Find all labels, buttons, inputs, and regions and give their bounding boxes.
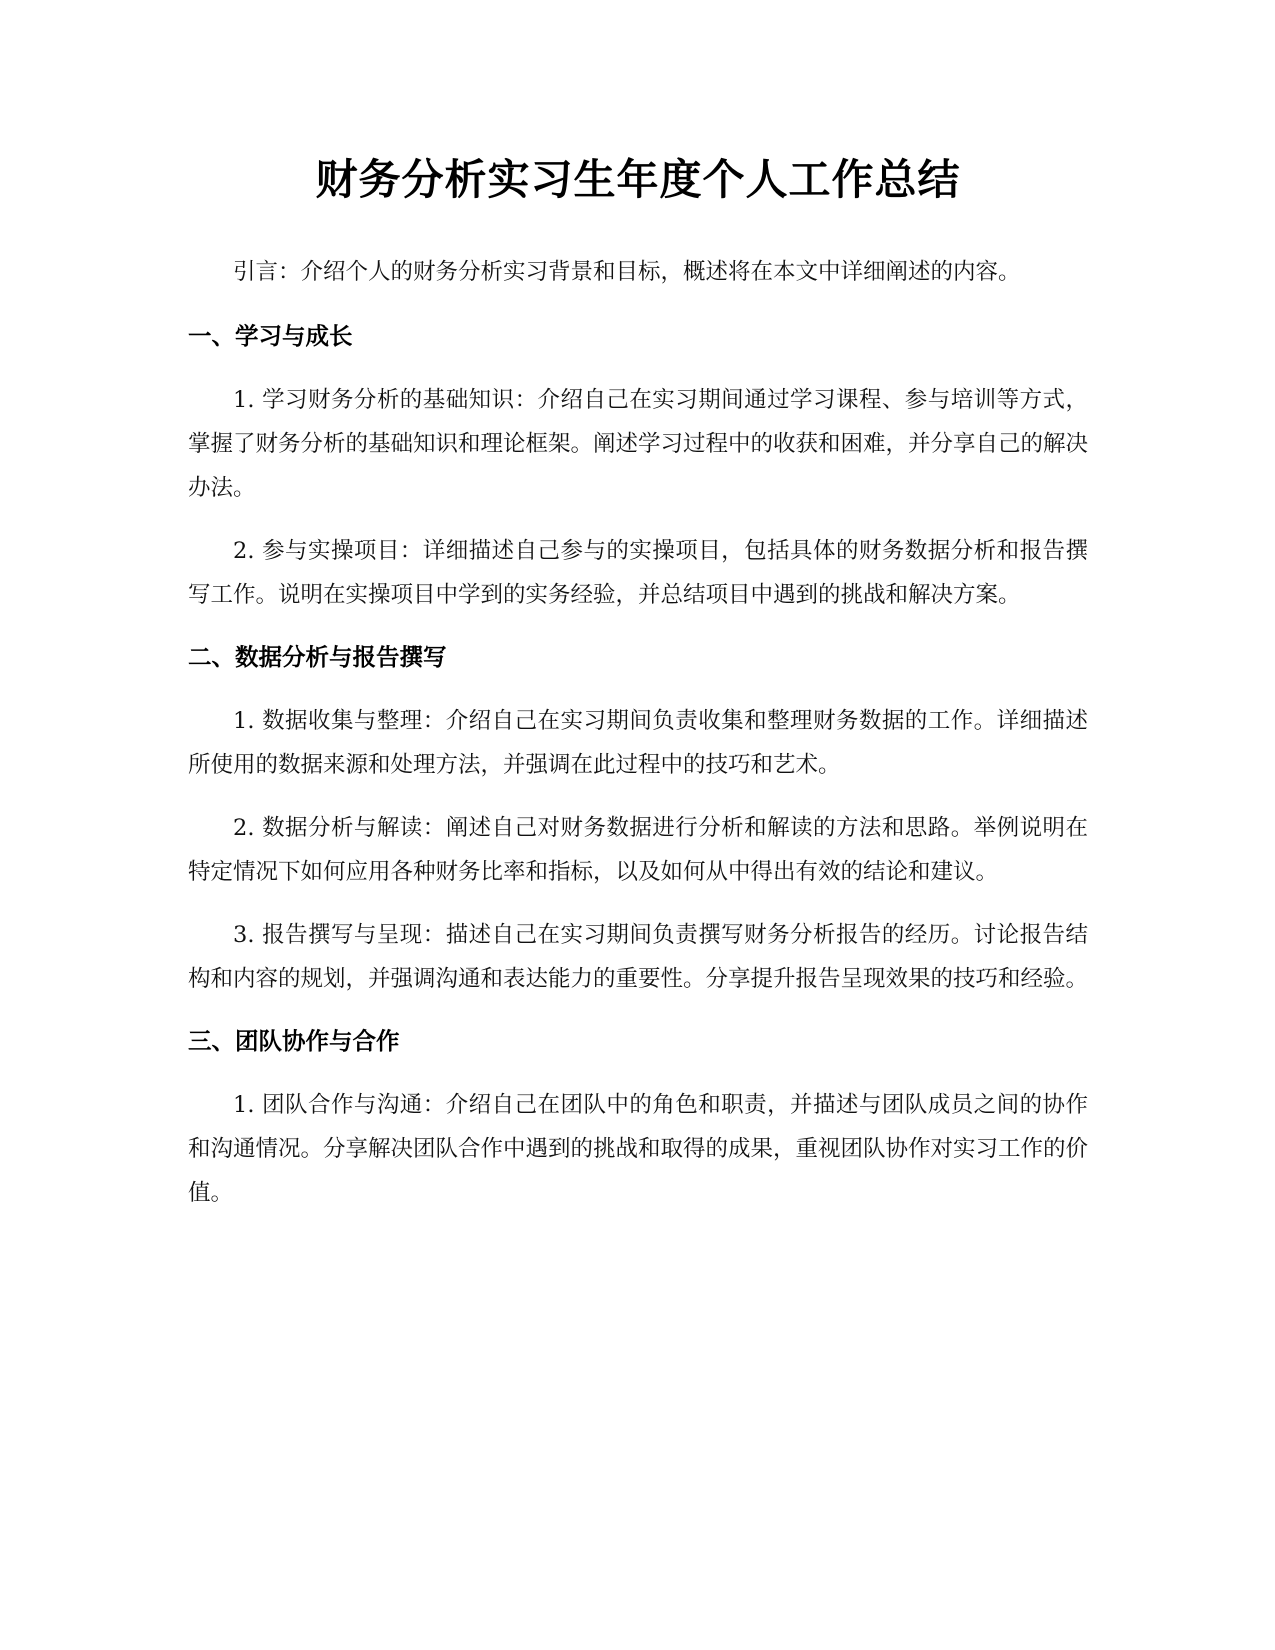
section-heading-2: 二、数据分析与报告撰写 xyxy=(188,643,447,671)
section-1-item-2: 2. 参与实操项目：详细描述自己参与的实操项目，包括具体的财务数据分析和报告撰写工作。说明在实操项目中学到的实务经验，并总结项目中遇到的挑战和解决方案。 xyxy=(188,538,1088,608)
section-heading-1: 一、学习与成长 xyxy=(188,322,353,350)
section-2-item-3: 3. 报告撰写与呈现：描述自己在实习期间负责撰写财务分析报告的经历。讨论报告结构和内容的规划，并强调沟通和表达能力的重要性。分享提升报告呈现效果的技巧和经验。 xyxy=(188,922,1089,992)
document-body xyxy=(188,140,1088,1215)
document-title: 财务分析实习生年度个人工作总结 xyxy=(315,155,961,204)
section-2-item-2: 2. 数据分析与解读：阐述自己对财务数据进行分析和解读的方法和思路。举例说明在特定情况下如何应用各种财务比率和指标，以及如何从中得出有效的结论和建议。 xyxy=(188,815,1088,885)
intro-paragraph: 引言：介绍个人的财务分析实习背景和目标，概述将在本文中详细阐述的内容。 xyxy=(233,259,1021,285)
section-2-item-1: 1. 数据收集与整理：介绍自己在实习期间负责收集和整理财务数据的工作。详细描述所使用的数据来源和处理方法，并强调在此过程中的技巧和艺术。 xyxy=(188,708,1088,778)
section-3-item-1: 1. 团队合作与沟通：介绍自己在团队中的角色和职责，并描述与团队成员之间的协作和沟通情况。分享解决团队合作中遇到的挑战和取得的成果，重视团队协作对实习工作的价值。 xyxy=(188,1092,1089,1206)
section-heading-3: 三、团队协作与合作 xyxy=(188,1027,400,1055)
section-1-item-1: 1. 学习财务分析的基础知识：介绍自己在实习期间通过学习课程、参与培训等方式，掌握了财务分析的基础知识和理论框架。阐述学习过程中的收获和困难，并分享自己的解决办法。 xyxy=(188,387,1089,501)
